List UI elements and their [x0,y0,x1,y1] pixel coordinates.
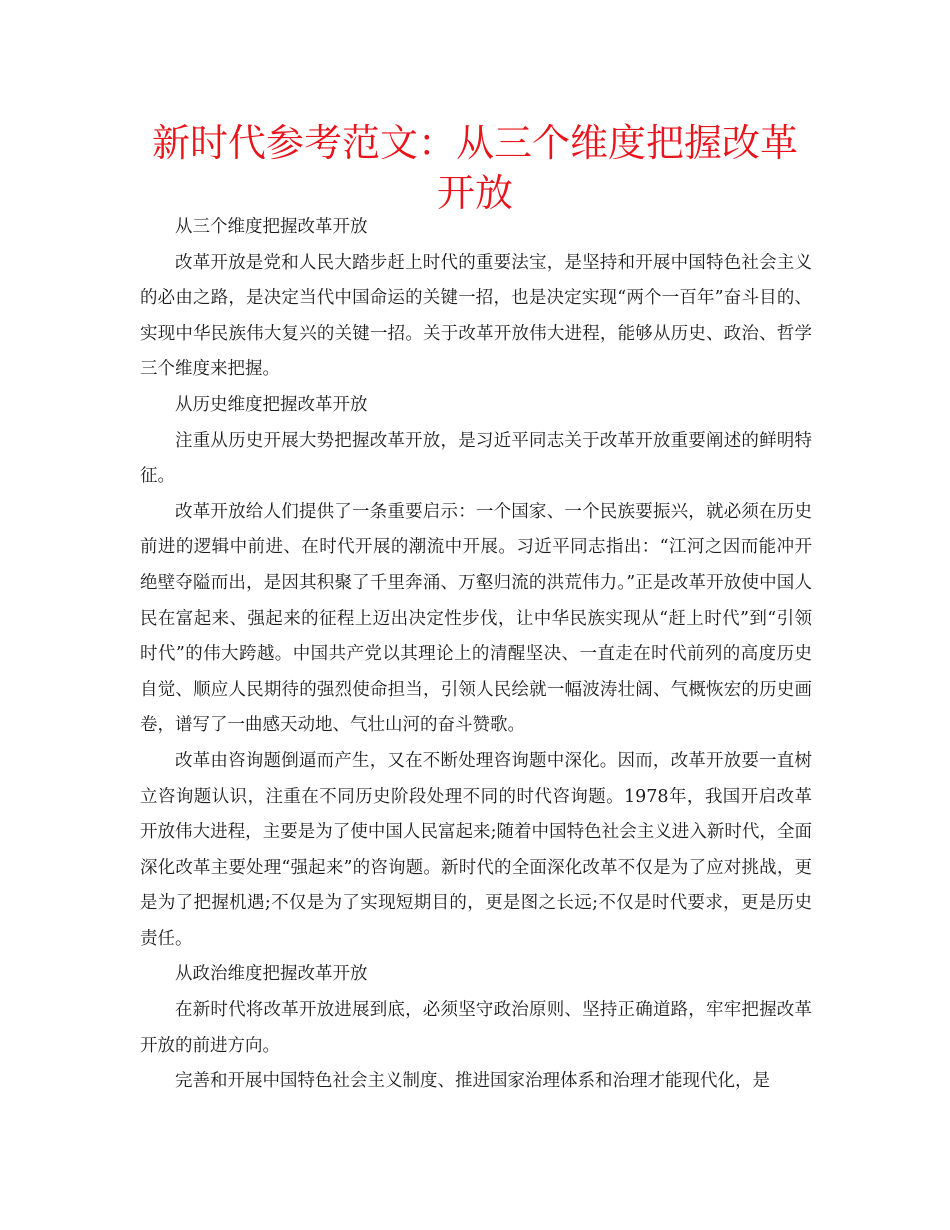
document-title: 新时代参考范文：从三个维度把握改革开放 [151,121,798,215]
section-heading: 从政治维度把握改革开放 [175,964,368,985]
paragraph: 从三个维度把握改革开放 [175,217,368,237]
paragraph: 在新时代将改革开放进展到底，必须坚守政治原则、坚持正确道路，牢牢把握改革开放的前进方向。 [140,1000,812,1056]
paragraph: 注重从历史开展大势把握改革开放，是习近平同志关于改革开放重要阐述的鲜明特征。 [140,430,812,487]
paragraph: 完善和开展中国特色社会主义制度、推进国家治理体系和治理才能现代化，是 [175,1071,770,1092]
paragraph: 改革开放给人们提供了一条重要启示：一个国家、一个民族要振兴，就必须在历史前进的逻辑中前进、在时代开展的潮流中开展。习近平同志指出：“江河之因而能冲开绝壁夺隘而出，是因其积聚了千里奔涌、万壑归流的洪荒伟力。”正是改革开放使中国人民在富起来、强起来的征程上迈出决定性步伐，让中华民族实现从“赶上时代”到“引领时代”的伟大跨越。中国共产党以其理论上的清醒坚决、一直走在时代前列的高度历史自觉、顺应人民期待的强烈使命担当，引领人民绘就一幅波涛壮阔、气概恢宏的历史画卷，谱写了一曲感天动地、气壮山河的奋斗赞歌。 [140,501,812,736]
paragraph: 改革由咨询题倒逼而产生，又在不断处理咨询题中深化。因而，改革开放要一直树立咨询题认识，注重在不同历史阶段处理不同的时代咨询题。1978年，我国开启改革开放伟大进程，主要是为了使中国人民富起来;随着中国特色社会主义进入新时代，全面深化改革主要处理“强起来”的咨询题。新时代的全面深化改革不仅是为了应对挑战，更是为了把握机遇;不仅是为了实现短期目的，更是图之长远;不仅是时代要求，更是历史责任。 [140,750,812,949]
section-heading: 从历史维度把握改革开放 [175,394,368,415]
paragraph: 改革开放是党和人民大踏步赶上时代的重要法宝，是坚持和开展中国特色社会主义的必由之路，是决定当代中国命运的关键一招，也是决定实现“两个一百年”奋斗目的、实现中华民族伟大复兴的关键一招。关于改革开放伟大进程，能够从历史、政治、哲学三个维度来把握。 [140,252,812,380]
document-body [140,210,812,1100]
